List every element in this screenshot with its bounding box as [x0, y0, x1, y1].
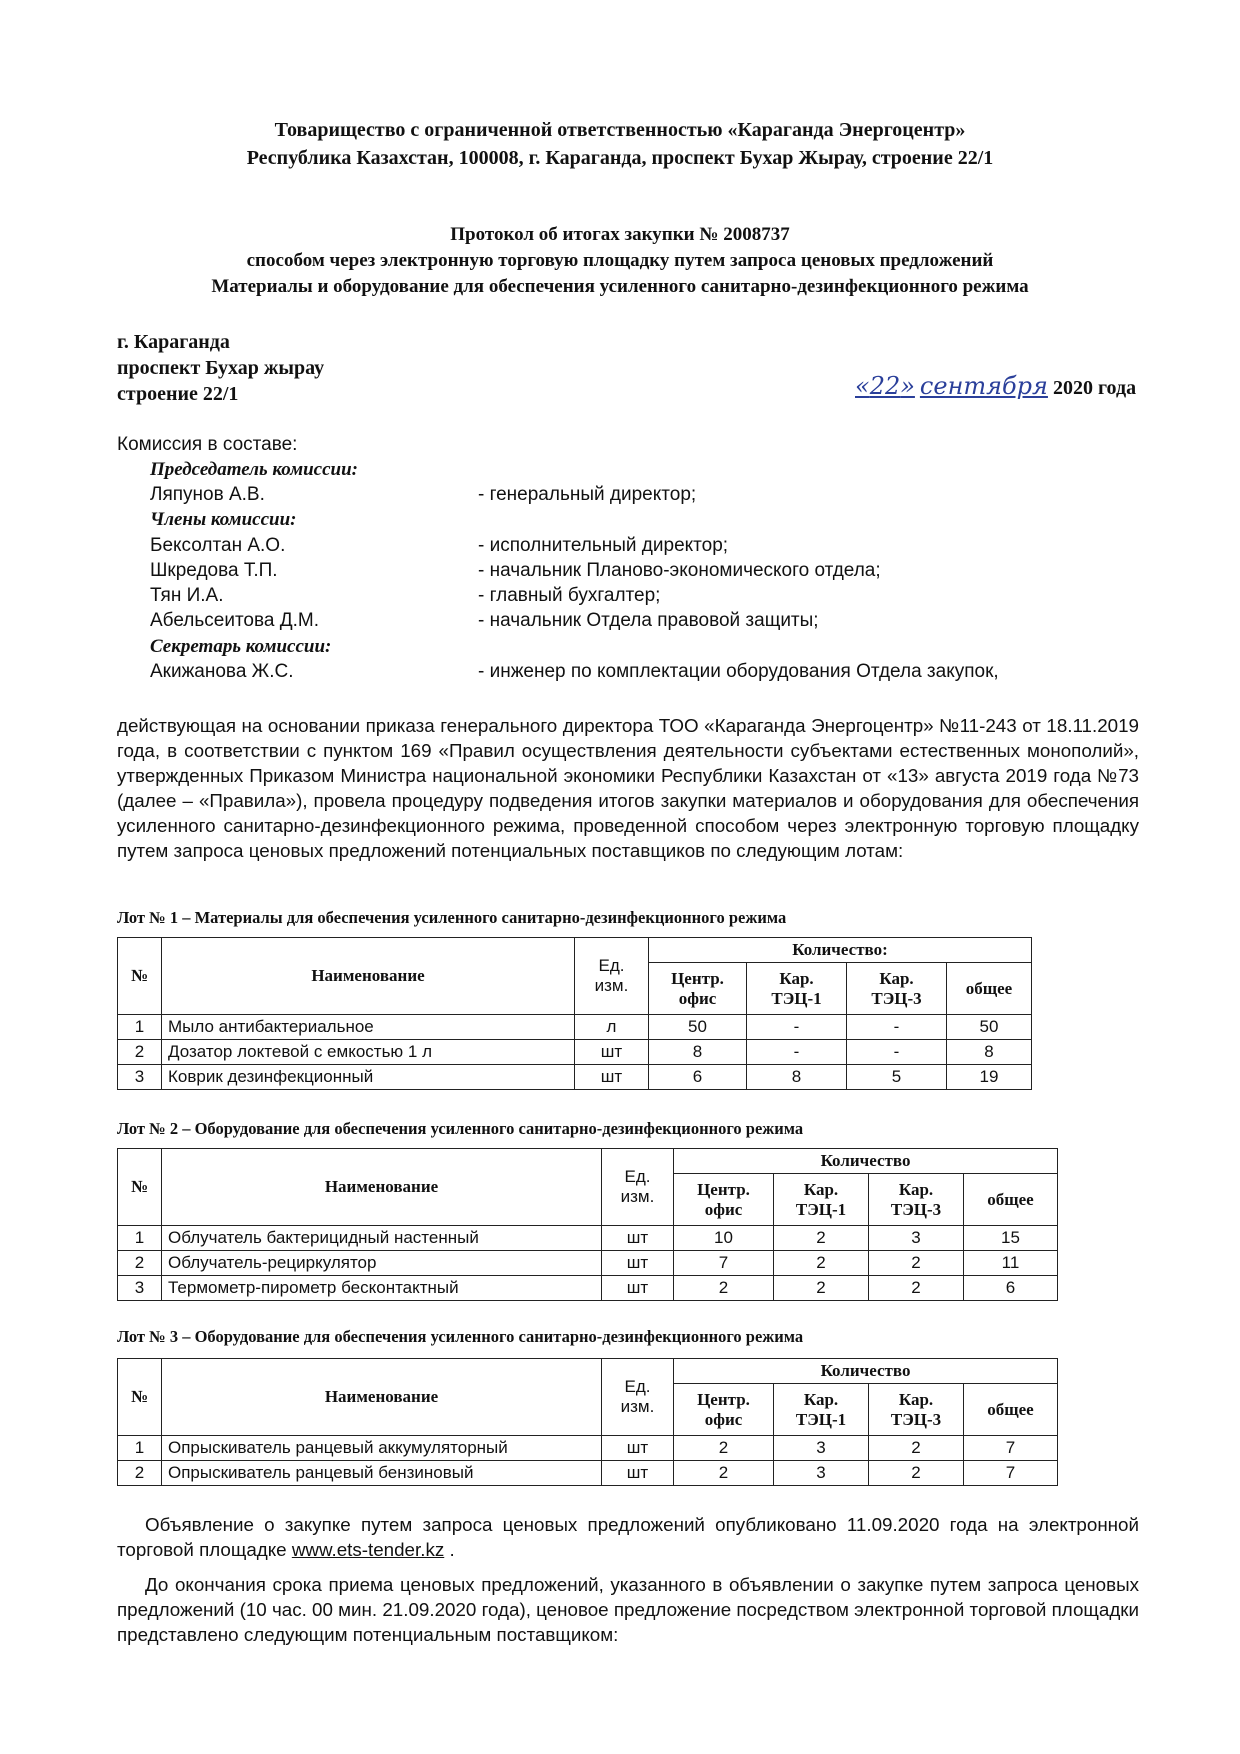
- deadline-paragraph: До окончания срока приема ценовых предложений, указанного в объявлении о закупке путем запроса ценовых предложений (10 час. 00 мин. 21.09.2020 года), ценовое предложение посредством электронной торговой площадки представлено следующим потенциальным поставщиком:: [117, 1574, 1139, 1645]
- lot-table: [117, 937, 1032, 1090]
- col-header-unit: Ед. изм.: [602, 1149, 674, 1226]
- cell-num: 3: [118, 1065, 162, 1090]
- lot-caption: Лот № 1 – Материалы для обеспечения усиленного санитарно-дезинфекционного режима: [117, 908, 787, 927]
- cell-num: 1: [118, 1436, 162, 1461]
- member-name: Абельсеитова Д.М.: [150, 610, 319, 631]
- cell-central-office: 8: [649, 1040, 747, 1065]
- cell-unit: шт: [602, 1251, 674, 1276]
- col-header-name: Наименование: [162, 1149, 602, 1226]
- col-header-total: общее: [964, 1384, 1058, 1436]
- cell-name: Облучатель-рециркулятор: [162, 1251, 602, 1276]
- ets-tender-link[interactable]: www.ets-tender.kz: [291, 1539, 445, 1560]
- protocol-date: [855, 372, 1136, 400]
- cell-central-office: 10: [674, 1226, 774, 1251]
- cell-tec3: 2: [869, 1461, 964, 1486]
- basis-paragraph: действующая на основании приказа генерального директора ТОО «Караганда Энергоцентр» №11-243 от 18.11.2019 года, в соответствии с пунктом 169 «Правил осуществления деятельности субъектами естественных монополий», утвержденных Приказом Министра национальной экономики Республики Казахстан от «13» августа 2019 года №73 (далее – «Правила»), провела процедуру подведения итогов закупки материалов и оборудования для обеспечения усиленного санитарно-дезинфекционного режима, проведенной способом через электронную торговую площадку путем запроса ценовых предложений потенциальных поставщиков по следующим лотам:: [117, 715, 1139, 861]
- col-header-total: общее: [947, 963, 1032, 1015]
- cell-tec1: 3: [774, 1461, 869, 1486]
- announcement-paragraph: [117, 1512, 1139, 1562]
- org-name: Товарищество с ограниченной ответственностью «Караганда Энергоцентр»: [274, 119, 966, 141]
- cell-tec1: 8: [747, 1065, 847, 1090]
- col-header-central-office: Центр. офис: [649, 963, 747, 1015]
- cell-tec3: 2: [869, 1436, 964, 1461]
- table-row: [118, 1040, 1032, 1065]
- member-name: Бексолтан А.О.: [150, 535, 286, 556]
- col-header-name: Наименование: [162, 938, 575, 1015]
- cell-central-office: 2: [674, 1436, 774, 1461]
- secretary-post: - инженер по комплектации оборудования Отдела закупок,: [478, 661, 999, 682]
- table-row: [118, 1436, 1058, 1461]
- cell-num: 2: [118, 1461, 162, 1486]
- member-post: - главный бухгалтер;: [478, 585, 661, 606]
- col-header-tec1: Кар. ТЭЦ-1: [774, 1384, 869, 1436]
- date-month: сентября: [919, 372, 1048, 400]
- table-row: [118, 1251, 1058, 1276]
- member-name: Тян И.А.: [150, 585, 224, 606]
- date-day: 22: [869, 372, 901, 400]
- cell-central-office: 2: [674, 1276, 774, 1301]
- col-header-qty: Количество: [674, 1149, 1058, 1174]
- cell-tec1: 2: [774, 1226, 869, 1251]
- date-open-quote: «: [855, 372, 870, 400]
- cell-total: 15: [964, 1226, 1058, 1251]
- chair-role: Председатель комиссии:: [150, 459, 358, 480]
- cell-tec1: -: [747, 1040, 847, 1065]
- cell-unit: л: [575, 1015, 649, 1040]
- cell-tec1: -: [747, 1015, 847, 1040]
- col-header-central-office: Центр. офис: [674, 1174, 774, 1226]
- announcement-text: Объявление о закупке путем запроса ценовых предложений опубликовано 11.09.2020 года на электронной торговой площадке: [117, 1514, 1139, 1560]
- col-header-total: общее: [964, 1174, 1058, 1226]
- cell-num: 1: [118, 1015, 162, 1040]
- org-address: Республика Казахстан, 100008, г. Караганда, проспект Бухар Жырау, строение 22/1: [246, 147, 994, 169]
- cell-tec3: 2: [869, 1251, 964, 1276]
- protocol-title: Протокол об итогах закупки № 2008737: [450, 224, 790, 245]
- cell-unit: шт: [602, 1461, 674, 1486]
- announcement-end: .: [444, 1539, 455, 1560]
- place-city: г. Караганда: [117, 331, 230, 353]
- cell-tec3: -: [847, 1040, 947, 1065]
- member-post: - начальник Отдела правовой защиты;: [478, 610, 819, 631]
- cell-name: Опрыскиватель ранцевый аккумуляторный: [162, 1436, 602, 1461]
- col-header-num: №: [118, 1359, 162, 1436]
- cell-central-office: 6: [649, 1065, 747, 1090]
- cell-unit: шт: [575, 1065, 649, 1090]
- cell-unit: шт: [602, 1276, 674, 1301]
- table-row: [118, 1226, 1058, 1251]
- cell-total: 11: [964, 1251, 1058, 1276]
- cell-total: 7: [964, 1461, 1058, 1486]
- protocol-method: способом через электронную торговую площадку путем запроса ценовых предложений: [246, 250, 994, 271]
- cell-central-office: 7: [674, 1251, 774, 1276]
- col-header-num: №: [118, 938, 162, 1015]
- cell-unit: шт: [602, 1436, 674, 1461]
- cell-central-office: 2: [674, 1461, 774, 1486]
- cell-total: 6: [964, 1276, 1058, 1301]
- cell-unit: шт: [575, 1040, 649, 1065]
- cell-name: Мыло антибактериальное: [162, 1015, 575, 1040]
- cell-num: 2: [118, 1040, 162, 1065]
- cell-tec1: 2: [774, 1276, 869, 1301]
- member-post: - исполнительный директор;: [478, 535, 729, 556]
- member-post: - начальник Планово-экономического отдела;: [478, 560, 881, 581]
- col-header-central-office: Центр. офис: [674, 1384, 774, 1436]
- col-header-qty: Количество: [674, 1359, 1058, 1384]
- cell-tec3: -: [847, 1015, 947, 1040]
- col-header-name: Наименование: [162, 1359, 602, 1436]
- col-header-num: №: [118, 1149, 162, 1226]
- cell-tec1: 2: [774, 1251, 869, 1276]
- lot-caption: Лот № 2 – Оборудование для обеспечения усиленного санитарно-дезинфекционного режима: [117, 1119, 804, 1138]
- cell-tec3: 3: [869, 1226, 964, 1251]
- cell-name: Облучатель бактерицидный настенный: [162, 1226, 602, 1251]
- cell-num: 3: [118, 1276, 162, 1301]
- col-header-tec3: Кар. ТЭЦ-3: [869, 1384, 964, 1436]
- cell-total: 19: [947, 1065, 1032, 1090]
- cell-tec3: 5: [847, 1065, 947, 1090]
- place-street: проспект Бухар жырау: [117, 357, 325, 379]
- col-header-tec3: Кар. ТЭЦ-3: [847, 963, 947, 1015]
- lot-caption: Лот № 3 – Оборудование для обеспечения усиленного санитарно-дезинфекционного режима: [117, 1327, 804, 1346]
- col-header-qty: Количество:: [649, 938, 1032, 963]
- col-header-tec1: Кар. ТЭЦ-1: [747, 963, 847, 1015]
- table-row: [118, 1015, 1032, 1040]
- cell-unit: шт: [602, 1226, 674, 1251]
- secretary-name: Акижанова Ж.С.: [150, 661, 294, 682]
- table-row: [118, 1065, 1032, 1090]
- protocol-subject: Материалы и оборудование для обеспечения усиленного санитарно-дезинфекционного режима: [211, 276, 1029, 297]
- lot-table: [117, 1358, 1058, 1486]
- cell-total: 50: [947, 1015, 1032, 1040]
- table-row: [118, 1461, 1058, 1486]
- cell-num: 1: [118, 1226, 162, 1251]
- cell-num: 2: [118, 1251, 162, 1276]
- lot-table: [117, 1148, 1058, 1301]
- cell-name: Опрыскиватель ранцевый бензиновый: [162, 1461, 602, 1486]
- cell-total: 8: [947, 1040, 1032, 1065]
- date-year: 2020 года: [1052, 377, 1137, 399]
- members-role: Члены комиссии:: [150, 509, 297, 530]
- cell-name: Коврик дезинфекционный: [162, 1065, 575, 1090]
- cell-tec3: 2: [869, 1276, 964, 1301]
- commission-intro: Комиссия в составе:: [117, 434, 298, 455]
- secretary-role: Секретарь комиссии:: [150, 636, 332, 657]
- date-close-quote: »: [900, 372, 915, 400]
- cell-name: Термометр-пирометр бесконтактный: [162, 1276, 602, 1301]
- chair-name: Ляпунов А.В.: [150, 484, 265, 505]
- table-row: [118, 1276, 1058, 1301]
- chair-post: - генеральный директор;: [478, 484, 697, 505]
- cell-name: Дозатор локтевой с емкостью 1 л: [162, 1040, 575, 1065]
- cell-central-office: 50: [649, 1015, 747, 1040]
- col-header-unit: Ед. изм.: [602, 1359, 674, 1436]
- place-building: строение 22/1: [117, 383, 239, 405]
- cell-tec1: 3: [774, 1436, 869, 1461]
- col-header-unit: Ед. изм.: [575, 938, 649, 1015]
- col-header-tec3: Кар. ТЭЦ-3: [869, 1174, 964, 1226]
- col-header-tec1: Кар. ТЭЦ-1: [774, 1174, 869, 1226]
- member-name: Шкредова Т.П.: [150, 560, 278, 581]
- cell-total: 7: [964, 1436, 1058, 1461]
